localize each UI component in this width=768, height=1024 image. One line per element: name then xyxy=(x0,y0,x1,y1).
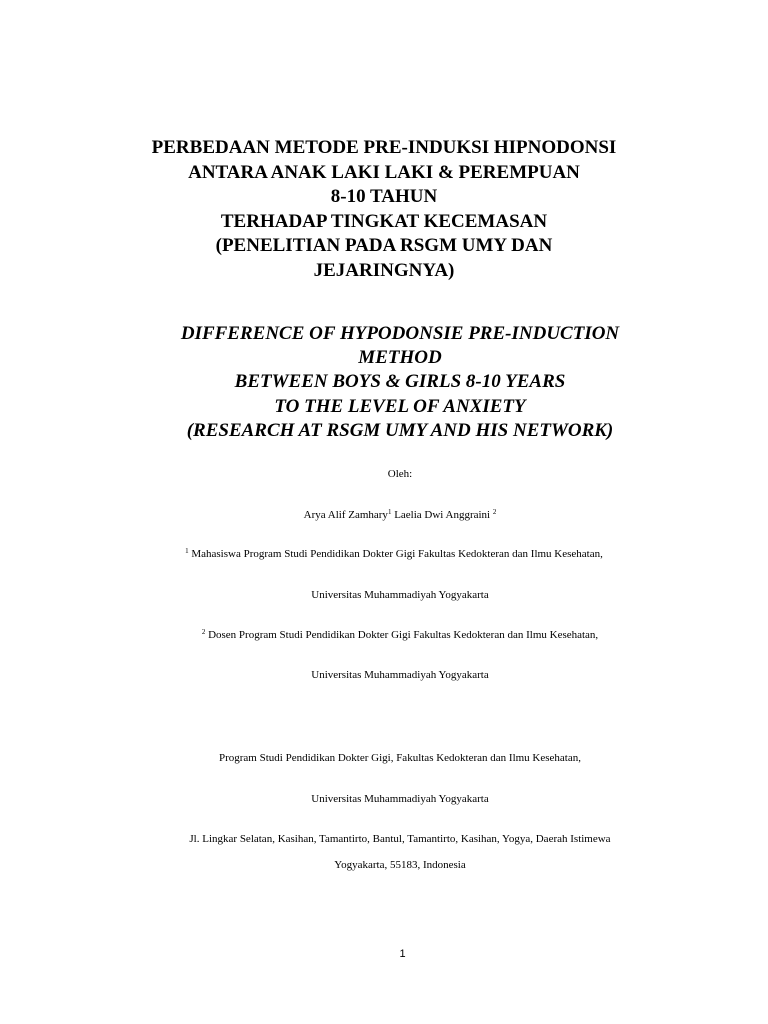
affiliation-1-university: Universitas Muhammadiyah Yogyakarta xyxy=(311,589,489,601)
english-title xyxy=(0,322,768,443)
title-line: DIFFERENCE OF HYPODONSIE PRE-INDUCTION xyxy=(180,323,620,344)
affiliation-text: Mahasiswa Program Studi Pendidikan Dokter Gigi Fakultas Kedokteran dan Ilmu Kesehatan, xyxy=(188,548,603,560)
title-line: PERBEDAAN METODE PRE-INDUKSI HIPNODONSI xyxy=(151,137,617,158)
title-line: (PENELITIAN PADA RSGM UMY DAN xyxy=(215,235,553,257)
title-line: JEJARINGNYA) xyxy=(313,259,455,281)
title-line: BETWEEN BOYS & GIRLS 8-10 YEARS xyxy=(234,371,566,393)
title-line: TO THE LEVEL OF ANXIETY xyxy=(274,395,526,417)
institution-address-line2: Yogyakarta, 55183, Indonesia xyxy=(334,859,466,871)
author-name: Arya Alif Zamhary xyxy=(303,509,388,521)
title-line: ANTARA ANAK LAKI LAKI & PEREMPUAN xyxy=(188,161,580,183)
affiliation-mark: 1 xyxy=(185,547,189,555)
author-affiliation-mark: 1 xyxy=(387,508,392,516)
affiliation-mark: 2 xyxy=(201,628,206,636)
affiliation-2-university: Universitas Muhammadiyah Yogyakarta xyxy=(311,669,489,681)
title-line: 8-10 TAHUN xyxy=(330,186,438,208)
title-line: METHOD xyxy=(358,347,442,369)
affiliation-1 xyxy=(0,547,768,561)
title-line: TERHADAP TINGKAT KECEMASAN xyxy=(220,210,548,232)
institution-program: Program Studi Pendidikan Dokter Gigi, Fakultas Kedokteran dan Ilmu Kesehatan, xyxy=(218,752,581,764)
institution-university: Universitas Muhammadiyah Yogyakarta xyxy=(311,793,489,805)
author-name: Laelia Dwi Anggraini xyxy=(391,509,493,521)
title-line: (RESEARCH AT RSGM UMY AND HIS NETWORK) xyxy=(186,419,614,441)
author-affiliation-mark: 2 xyxy=(492,508,497,516)
indonesian-title xyxy=(0,136,768,284)
institution-address-line1: Jl. Lingkar Selatan, Kasihan, Tamantirto, Bantul, Tamantirto, Kasihan, Yogya, Daerah Istimewa xyxy=(189,833,611,845)
authors-line xyxy=(0,508,768,522)
affiliation-text: Dosen Program Studi Pendidikan Dokter Gigi Fakultas Kedokteran dan Ilmu Kesehatan, xyxy=(205,629,599,641)
affiliation-2 xyxy=(0,628,768,642)
page-number: 1 xyxy=(399,948,406,960)
by-label: Oleh: xyxy=(387,468,413,480)
